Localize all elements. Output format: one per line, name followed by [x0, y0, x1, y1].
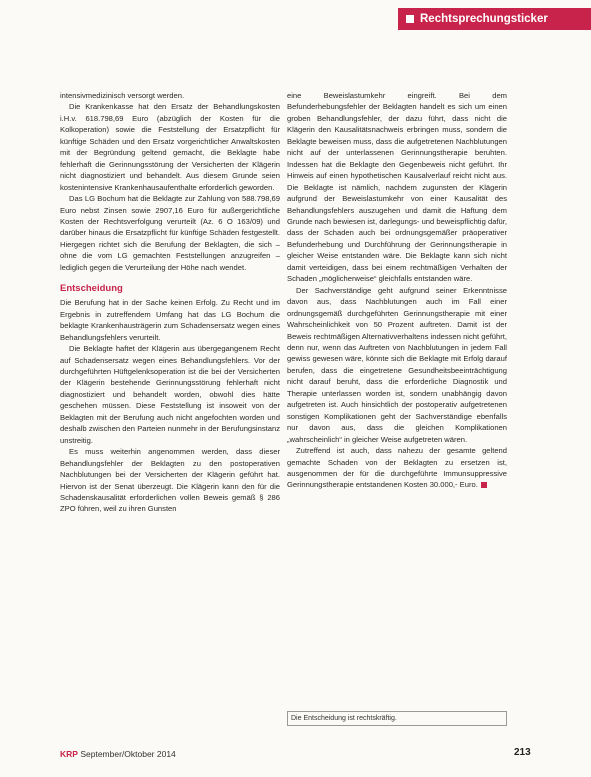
paragraph-text: Zutreffend ist auch, dass nahezu der gesamte geltend gemachte Schaden von der Beklagten zu ersetzen ist, ausgenommen der für die durchgeführte Immunsuppressive Gerinnungstherapie entstandenen Kosten 30.000,- Euro. — [287, 446, 507, 490]
verdict-note-box: Die Entscheidung ist rechtskräftig. — [287, 711, 507, 726]
paragraph: Es muss weiterhin angenommen werden, dass dieser Behandlungsfehler der Beklagten zu den postoperativen Nachblutungen bei der Versicherten der Klägerin geführt hat. Hiervon ist der Senat überzeugt. Die Klägerin kann den für die Schadenskausalität erforderlichen vollen Beweis gemäß § 286 ZPO führen, weil zu ihren Gunsten — [60, 447, 280, 514]
section-heading: Entscheidung — [60, 283, 123, 295]
paragraph: eine Beweislastumkehr eingreift. Bei dem Befunderhebungsfehler der Beklagten handelt es sich um einen groben Behandlungsfehler, der dazu führt, dass nicht die Klägerin den Kausalitätsnachweis erbringen muss, sondern die Beklagte beweisen muss, dass die aufgetretenen Nachblutungen nicht auf der unterlassenen Gerinnungstherapie beruhten. Indessen hat die Beklagte den Gegenbeweis nicht geführt. Ihr Hinweis auf einen hypothetischen Kausalverlauf reicht nicht aus. Die Beklagte ist nämlich, nachdem zugunsten der Klägerin aufgrund der Beweislastumkehr von einer Kausalität des Behandlungsfehlers auszugehen und damit die Haftung dem Grunde nach bewiesen ist, darlegungs- und beweispflichtig dafür, dass der Schaden auch bei ordnungsgemäßer präoperativer Befunderhebung und Durchführung der Gerinnungstherapie in gleicher Weise entstanden wäre. Die Beklagte kann sich nicht damit verteidigen, dass bei einem rechtmäßigen Verhalten der Schaden „möglicherweise“ gleichfalls entstanden wäre. — [287, 91, 507, 284]
end-mark-icon — [481, 482, 487, 488]
paragraph: Die Krankenkasse hat den Ersatz der Behandlungskosten i.H.v. 618.798,69 Euro (abzüglich der Kosten für die Kolkoperation) sowie die Feststellung der Ersatzpflicht für künftige Schäden und den Ersatz vorgerichtlicher Anwaltskosten mit der Begründung geltend gemacht, die Beklagte habe fehlerhaft die Gerinnungsstörung der Versicherten der Klägerin nicht diagnostiziert und behandelt. Aus diesem Grunde seien kostenintensive Krankenhausaufenthalte erforderlich geworden. — [60, 102, 280, 192]
section-header-title: Rechtsprechungsticker — [420, 13, 548, 25]
footer-issue-date: September/Oktober 2014 — [80, 749, 176, 759]
paragraph: Das LG Bochum hat die Beklagte zur Zahlung von 588.798,69 Euro nebst Zinsen sowie 2907,16 Euro für außergerichtliche Kosten der Rechtsverfolgung verurteilt (Az. 6 O 163/09) und darüber hinaus die Ersatzpflicht für künftige Schäden festgestellt. Hiergegen richtet sich die Berufung der Beklagten, die sich – ohne die vom LG gemachten Feststellungen anzugreifen – lediglich gegen die Verurteilung der Höhe nach wendet. — [60, 194, 280, 272]
paragraph: Der Sachverständige geht aufgrund seiner Erkenntnisse davon aus, dass Nachblutungen auch im Fall einer ordnungsgemäß durchgeführten Gerinnungstherapie mit einer Wahrscheinlichkeit von 50 Prozent auftreten. Damit ist der Beweis rechtmäßigen Alternativverhaltens indessen nicht geführt, denn nur, wenn das Auftreten von Nachblutungen in jedem Fall gewiss gewesen wäre, könnte sich die Beklagte mit Erfolg darauf berufen, dass die eingetretene Gesundheitsbeeinträchtigung nicht darauf beruht, dass die erforderliche Diagnostik und Therapie unterlassen worden ist, sondern unabhängig davon aufgetreten ist. Auch hinsichtlich der postoperativ aufgetretenen sonstigen Komplikationen geht der Sachverständige ebenfalls nur davon aus, dass die gleichen Komplikationen „wahrscheinlich“ in gleicher Weise aufgetreten wären. — [287, 285, 507, 444]
paragraph: Die Beklagte haftet der Klägerin aus übergegangenem Recht auf Schadensersatz wegen eines Behandlungsfehlers. Vor der durchgeführten Hüftgelenksoperation ist die bei der Versicherten der Klägerin bestehende Gerinnungsstörung fehlerhaft nicht diagnostiziert und behandelt worden, obwohl dies hätte geschehen müssen. Diese Feststellung ist insoweit von der Beklagten mit der Berufung auch nicht angefochten worden und deshalb zwischen den Parteien nunmehr in der Berufungsinstanz unstreitig. — [60, 344, 280, 445]
left-column — [60, 90, 280, 515]
paragraph: intensivmedizinisch versorgt werden. — [60, 91, 185, 100]
footer-issue — [60, 749, 176, 759]
right-column — [287, 90, 507, 491]
section-header-bar — [398, 8, 591, 30]
paragraph: Die Berufung hat in der Sache keinen Erfolg. Zu Recht und im Ergebnis in zutreffendem Umfang hat das LG Bochum die beklagte Krankenhausträgerin zum Schadensersatz wegen eines Behandlungsfehlers verurteilt. — [60, 298, 280, 342]
footer-brand: KRP — [60, 749, 78, 759]
page-number: 213 — [514, 747, 531, 758]
square-icon — [406, 15, 414, 23]
paragraph — [287, 445, 507, 491]
